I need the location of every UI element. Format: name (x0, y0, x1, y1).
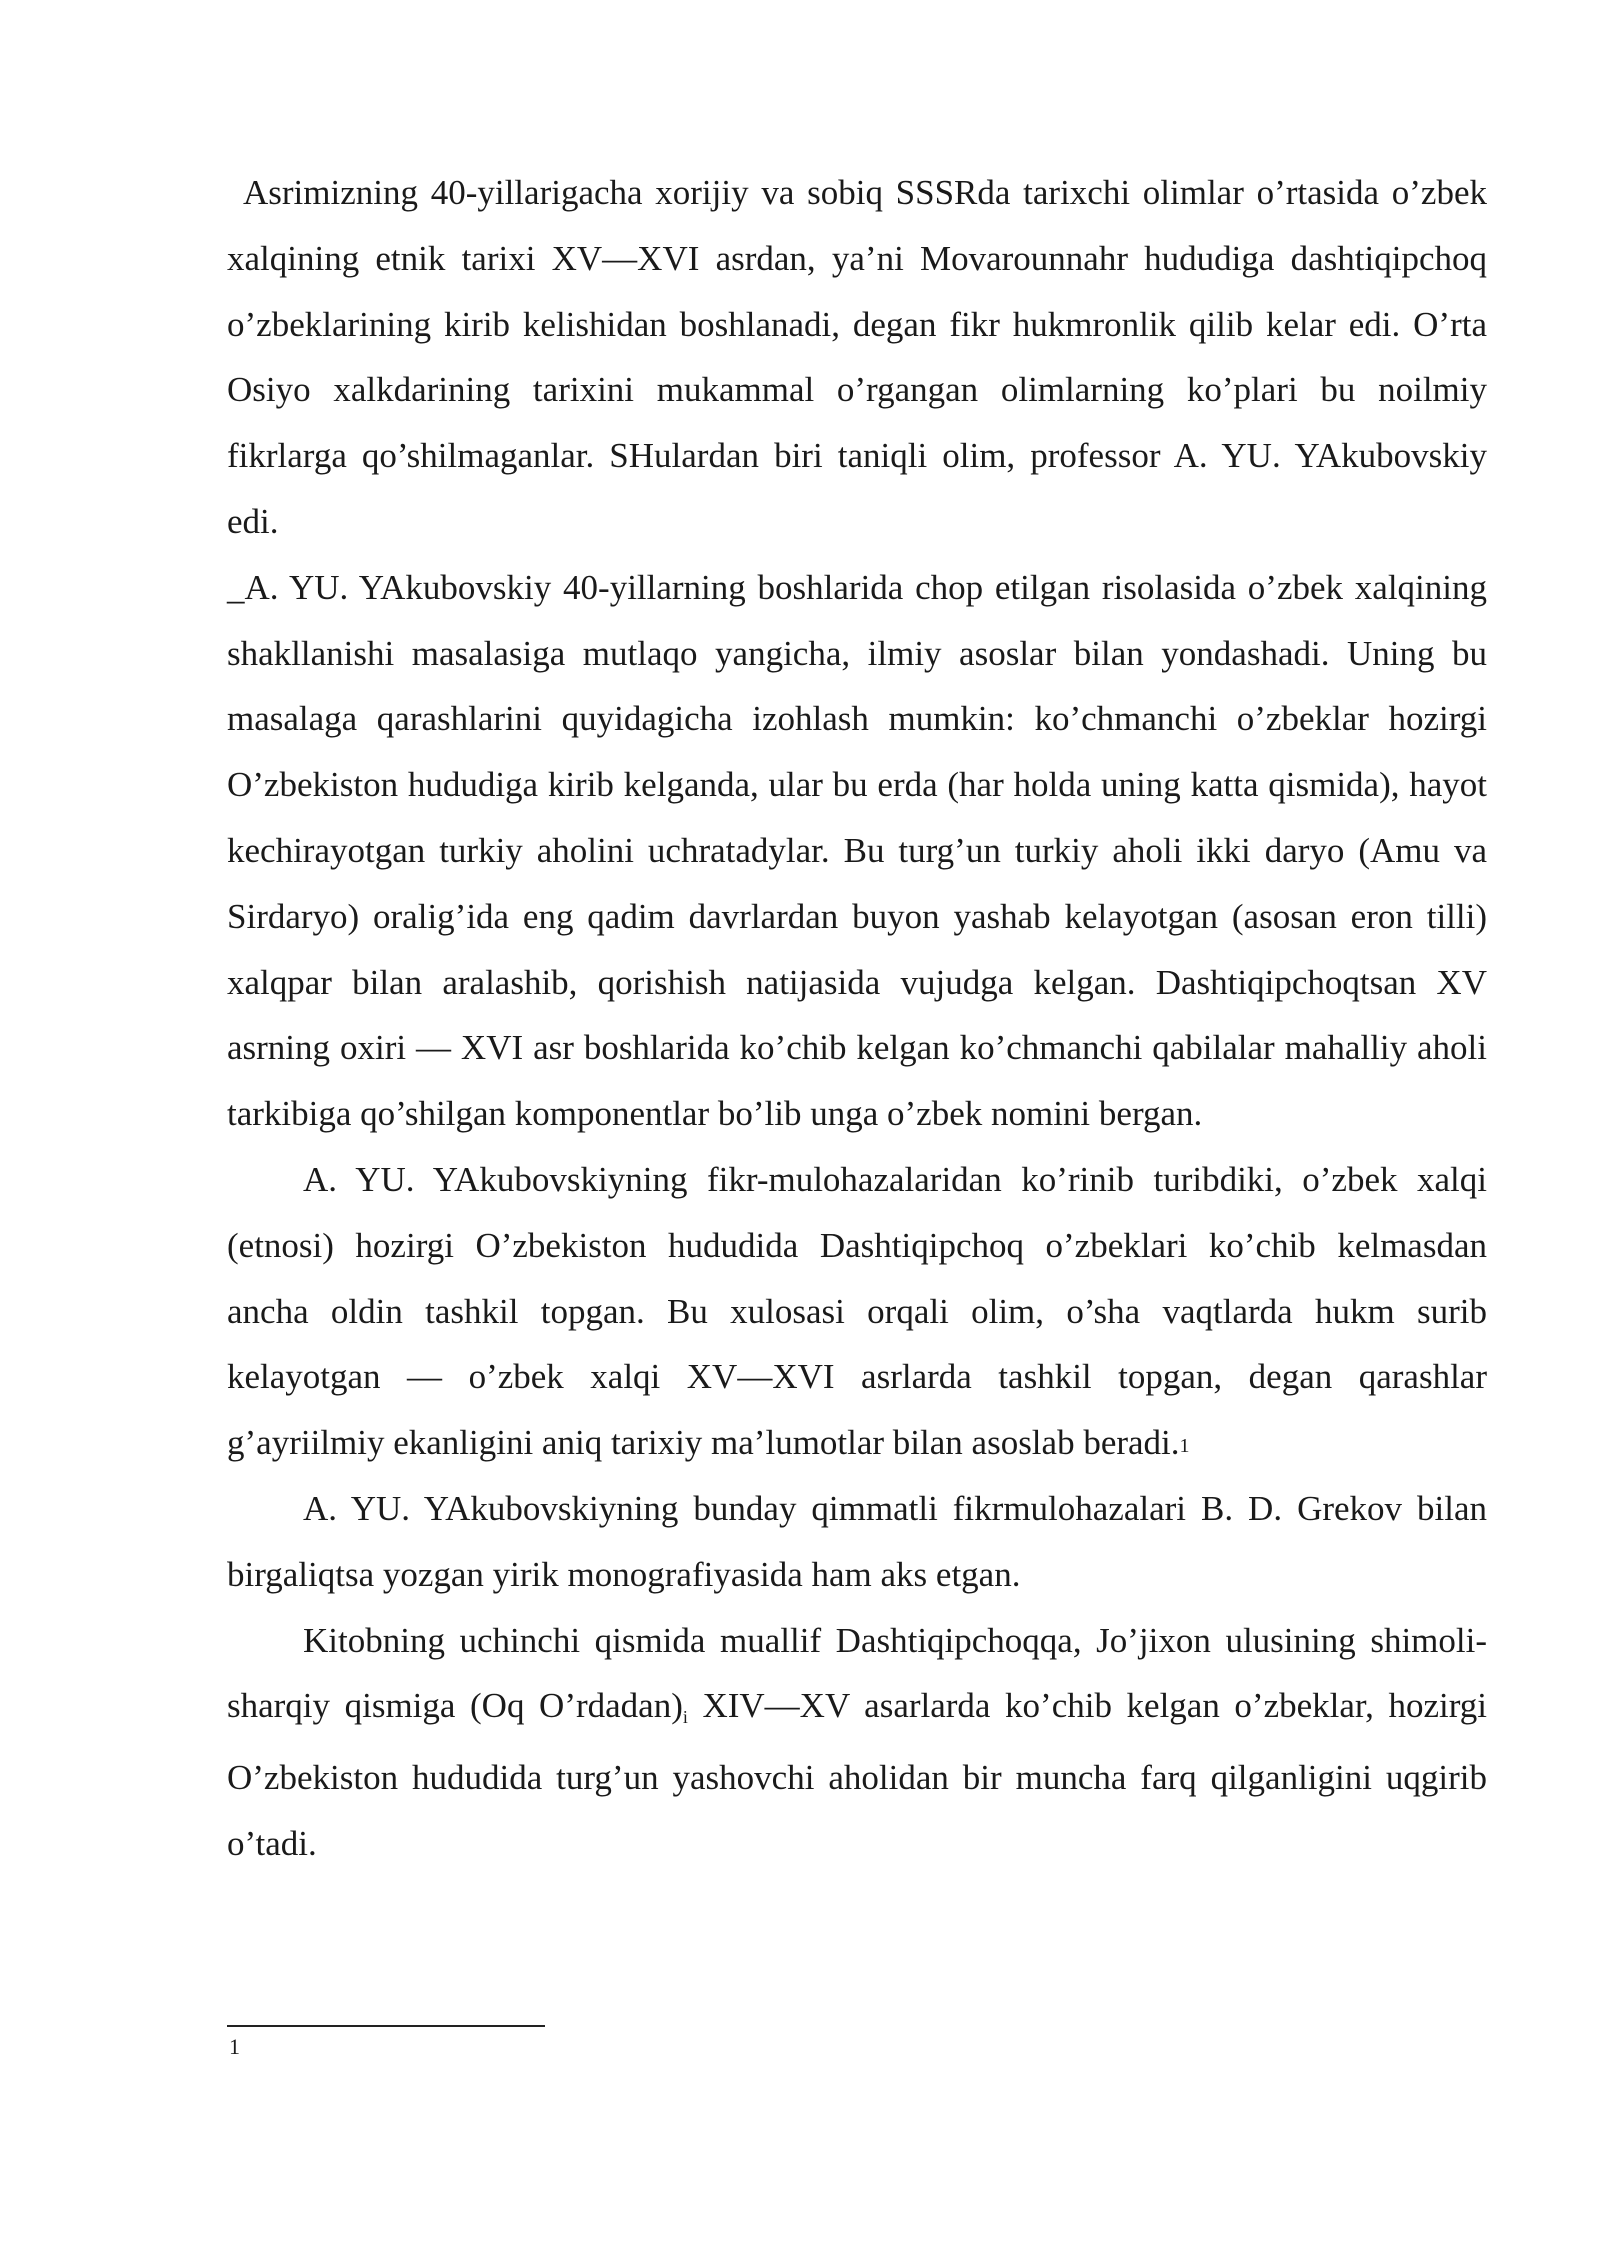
footnote-number: 1 (229, 2034, 240, 2059)
document-body (227, 160, 1487, 1877)
paragraph-5 (227, 1608, 1487, 1877)
paragraph-5-text-a: Kitobning uchinchi qismida muallif Dashtiqipchoqqa, Jo’jixon ulusining shimoli-sharqiy qismiga (Oq O’rdadan) (227, 1620, 1487, 1726)
paragraph-3 (227, 1147, 1487, 1476)
footnote-reference: 1 (1179, 1435, 1190, 1458)
paragraph-1: Asrimizning 40-yillarigacha xorijiy va sobiq SSSRda tarixchi olimlar o’rtasida o’zbek xalqining etnik tarixi XV—XVI asrdan, ya’ni Movarounnahr hududiga dashtiqipchoq o’zbeklarining kirib kelishidan boshlanadi, degan fikr hukmronlik qilib kelar edi. O’rta Osiyo xalkdarining tarixini mukammal o’rgangan olimlarning ko’plari bu noilmiy fikrlarga qo’shilmaganlar. SHulardan biri taniqli olim, professor A. YU. YAkubovskiy edi. (227, 173, 1487, 541)
paragraph-5-text-b: XIV—XV asarlarda ko’chib kelgan o’zbeklar, hozirgi O’zbekiston hududida turg’un yashovchi aholidan bir muncha farq qilganligini uqgirib o’tadi. (227, 1686, 1487, 1863)
paragraph-3-text: A. YU. YAkubovskiyning fikr-mulohazalaridan ko’rinib turibdiki, o’zbek xalqi (etnosi) hozirgi O’zbekiston hududida Dashtiqipchoq o’zbeklari ko’chib kelmasdan ancha oldin tashkil topgan. Bu xulosasi orqali olim, o’sha vaqtlarda hukm surib kelayotgan — o’zbek xalqi XV—XVI asrlarda tashkil topgan, degan qarashlar g’ayriilmiy ekanligini aniq tarixiy ma’lumotlar bilan asoslab beradi. (227, 1159, 1487, 1463)
paragraph-5-subscript: i (682, 1707, 688, 1728)
paragraph-4: A. YU. YAkubovskiyning bunday qimmatli fikrmulohazalari B. D. Grekov bilan birgaliqtsa yozgan yirik monografiyasida ham aks etgan. (227, 1488, 1487, 1594)
footnote-separator (227, 2025, 545, 2027)
paragraph-2: _A. YU. YAkubovskiy 40-yillarning boshlarida chop etilgan risolasida o’zbek xalqining shakllanishi masalasiga mutlaqo yangicha, ilmiy asoslar bilan yondashadi. Uning bu masalaga qarashlarini quyidagicha izohlash mumkin: ko’chmanchi o’zbeklar hozirgi O’zbekiston hududiga kirib kelganda, ular bu erda (har holda uning katta qismida), hayot kechirayotgan turkiy aholini uchratadylar. Bu turg’un turkiy aholi ikki daryo (Amu va Sirdaryo) oralig’ida eng qadim davrlardan buyon yashab kelayotgan (asosan eron tilli) xalqpar bilan aralashib, qorishish natijasida vujudga kelgan. Dashtiqipchoqtsan XV asrning oxiri — XVI asr boshlarida ko’chib kelgan ko’chmanchi qabilalar mahalliy aholi tarkibiga qo’shilgan komponentlar bo’lib unga o’zbek nomini bergan. (227, 567, 1487, 1134)
